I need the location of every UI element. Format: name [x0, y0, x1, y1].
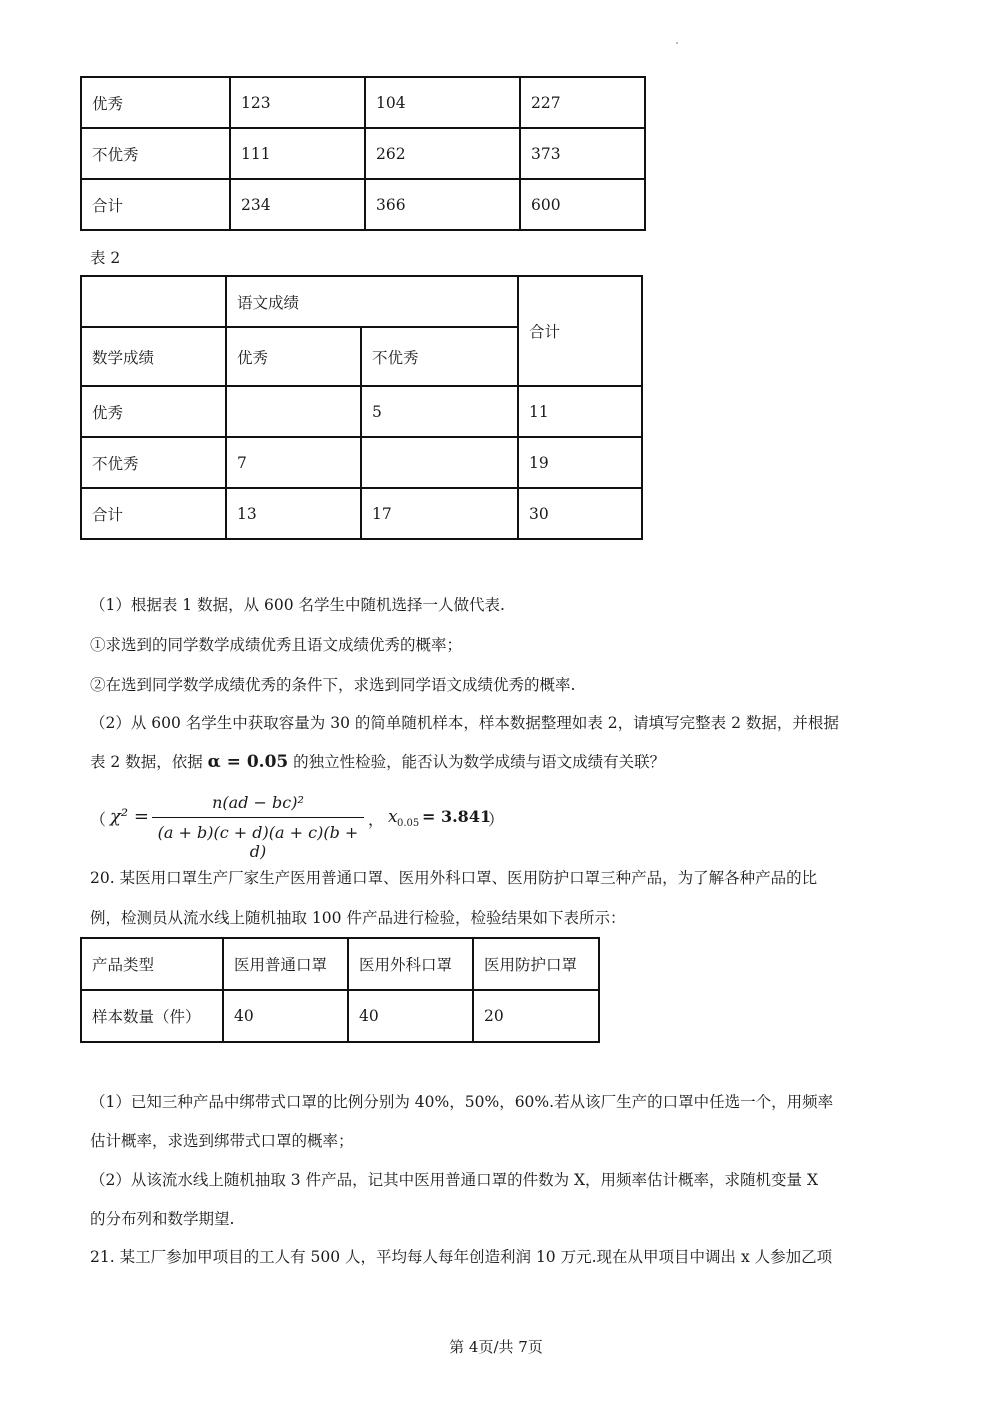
- table-row: [81, 437, 642, 488]
- product-table: [80, 937, 600, 1043]
- row-label: 样本数量（件）: [81, 990, 223, 1042]
- text: 表 2 数据，依据: [90, 753, 203, 771]
- critical-value: = 3.841: [422, 807, 492, 826]
- separator: ，: [368, 810, 385, 829]
- table-row: [81, 386, 642, 437]
- table-header-row: [81, 938, 599, 990]
- score-table-1: [80, 76, 646, 231]
- row-group-header: 数学成绩: [81, 327, 226, 386]
- column-header: 产品类型: [81, 938, 223, 990]
- formula-numerator: n(ad − bc)²: [212, 793, 304, 812]
- total-header: 合计: [518, 276, 642, 386]
- critical-subscript: 0.05: [397, 818, 420, 829]
- row-label: 合计: [81, 488, 226, 539]
- row-label: 不优秀: [81, 437, 226, 488]
- cell: 7: [226, 437, 361, 488]
- paren-open: （: [90, 810, 107, 829]
- column-header: 医用普通口罩: [223, 938, 348, 990]
- q20-part2-line1: （2）从该流水线上随机抽取 3 件产品，记其中医用普通口罩的件数为 X，用频率估计概率，求随机变量 X: [90, 1171, 819, 1189]
- table-header-row: [81, 276, 642, 327]
- table-row: [81, 179, 645, 230]
- cell: 366: [365, 179, 520, 230]
- column-group-header: 语文成绩: [226, 276, 518, 327]
- fraction-bar: [152, 817, 364, 818]
- blank-cell: [226, 386, 361, 437]
- table-row: [81, 488, 642, 539]
- text: 的独立性检验，能否认为数学成绩与语文成绩有关联？: [293, 753, 666, 771]
- cell: 234: [230, 179, 365, 230]
- q20-part1-line1: （1）已知三种产品中绑带式口罩的比例分别为 40%，50%，60%.若从该厂生产的口罩中任选一个，用频率: [90, 1093, 834, 1111]
- scan-speck: [676, 42, 678, 44]
- cell: 373: [520, 128, 645, 179]
- q20-line1: 20. 某医用口罩生产厂家生产医用普通口罩、医用外科口罩、医用防护口罩三种产品，为了解各种产品的比: [90, 869, 818, 887]
- q19-part1: （1）根据表 1 数据，从 600 名学生中随机选择一人做代表.: [90, 596, 505, 614]
- paren-close: ）: [488, 810, 505, 829]
- q19-part2-line2: [90, 752, 905, 772]
- cell: 13: [226, 488, 361, 539]
- column-header: 优秀: [226, 327, 361, 386]
- cell: 227: [520, 77, 645, 128]
- q19-part1-a: ①求选到的同学数学成绩优秀且语文成绩优秀的概率；: [90, 636, 463, 654]
- blank-cell: [361, 437, 518, 488]
- score-table-2: [80, 275, 643, 540]
- cell: 600: [520, 179, 645, 230]
- row-label: 优秀: [81, 386, 226, 437]
- q21-line1: 21. 某工厂参加甲项目的工人有 500 人，平均每人每年创造利润 10 万元.现在从甲项目中调出 x 人参加乙项: [90, 1248, 833, 1266]
- empty-corner-cell: [81, 276, 226, 327]
- q20-line2: 例，检测员从流水线上随机抽取 100 件产品进行检验，检验结果如下表所示：: [90, 909, 626, 927]
- chi-square-formula: [90, 793, 550, 861]
- table-row: [81, 128, 645, 179]
- cell: 11: [518, 386, 642, 437]
- q19-part2-line1: （2）从 600 名学生中获取容量为 30 的简单随机样本，样本数据整理如表 2，请填写完整表 2 数据，并根据: [90, 714, 839, 732]
- column-header: 医用防护口罩: [473, 938, 599, 990]
- cell: 123: [230, 77, 365, 128]
- cell: 40: [348, 990, 473, 1042]
- cell: 19: [518, 437, 642, 488]
- alpha-value: α = 0.05: [207, 752, 289, 772]
- cell: 17: [361, 488, 518, 539]
- row-label: 不优秀: [81, 128, 230, 179]
- cell: 262: [365, 128, 520, 179]
- table-2-caption: 表 2: [90, 249, 121, 267]
- row-label: 合计: [81, 179, 230, 230]
- critical-label: x: [388, 807, 398, 827]
- table-row: [81, 77, 645, 128]
- cell: 40: [223, 990, 348, 1042]
- formula-lhs: χ² =: [110, 806, 149, 827]
- q20-part1-line2: 估计概率，求选到绑带式口罩的概率；: [90, 1132, 354, 1150]
- formula-denominator: (a + b)(c + d)(a + c)(b + d): [157, 823, 359, 861]
- cell: 104: [365, 77, 520, 128]
- row-label: 优秀: [81, 77, 230, 128]
- column-header: 不优秀: [361, 327, 518, 386]
- cell: 111: [230, 128, 365, 179]
- cell: 20: [473, 990, 599, 1042]
- q20-part2-line2: 的分布列和数学期望.: [90, 1210, 235, 1228]
- column-header: 医用外科口罩: [348, 938, 473, 990]
- table-row: [81, 990, 599, 1042]
- page-footer: 第 4页/共 7页: [449, 1338, 543, 1356]
- cell: 5: [361, 386, 518, 437]
- q19-part1-b: ②在选到同学数学成绩优秀的条件下，求选到同学语文成绩优秀的概率.: [90, 676, 576, 694]
- cell: 30: [518, 488, 642, 539]
